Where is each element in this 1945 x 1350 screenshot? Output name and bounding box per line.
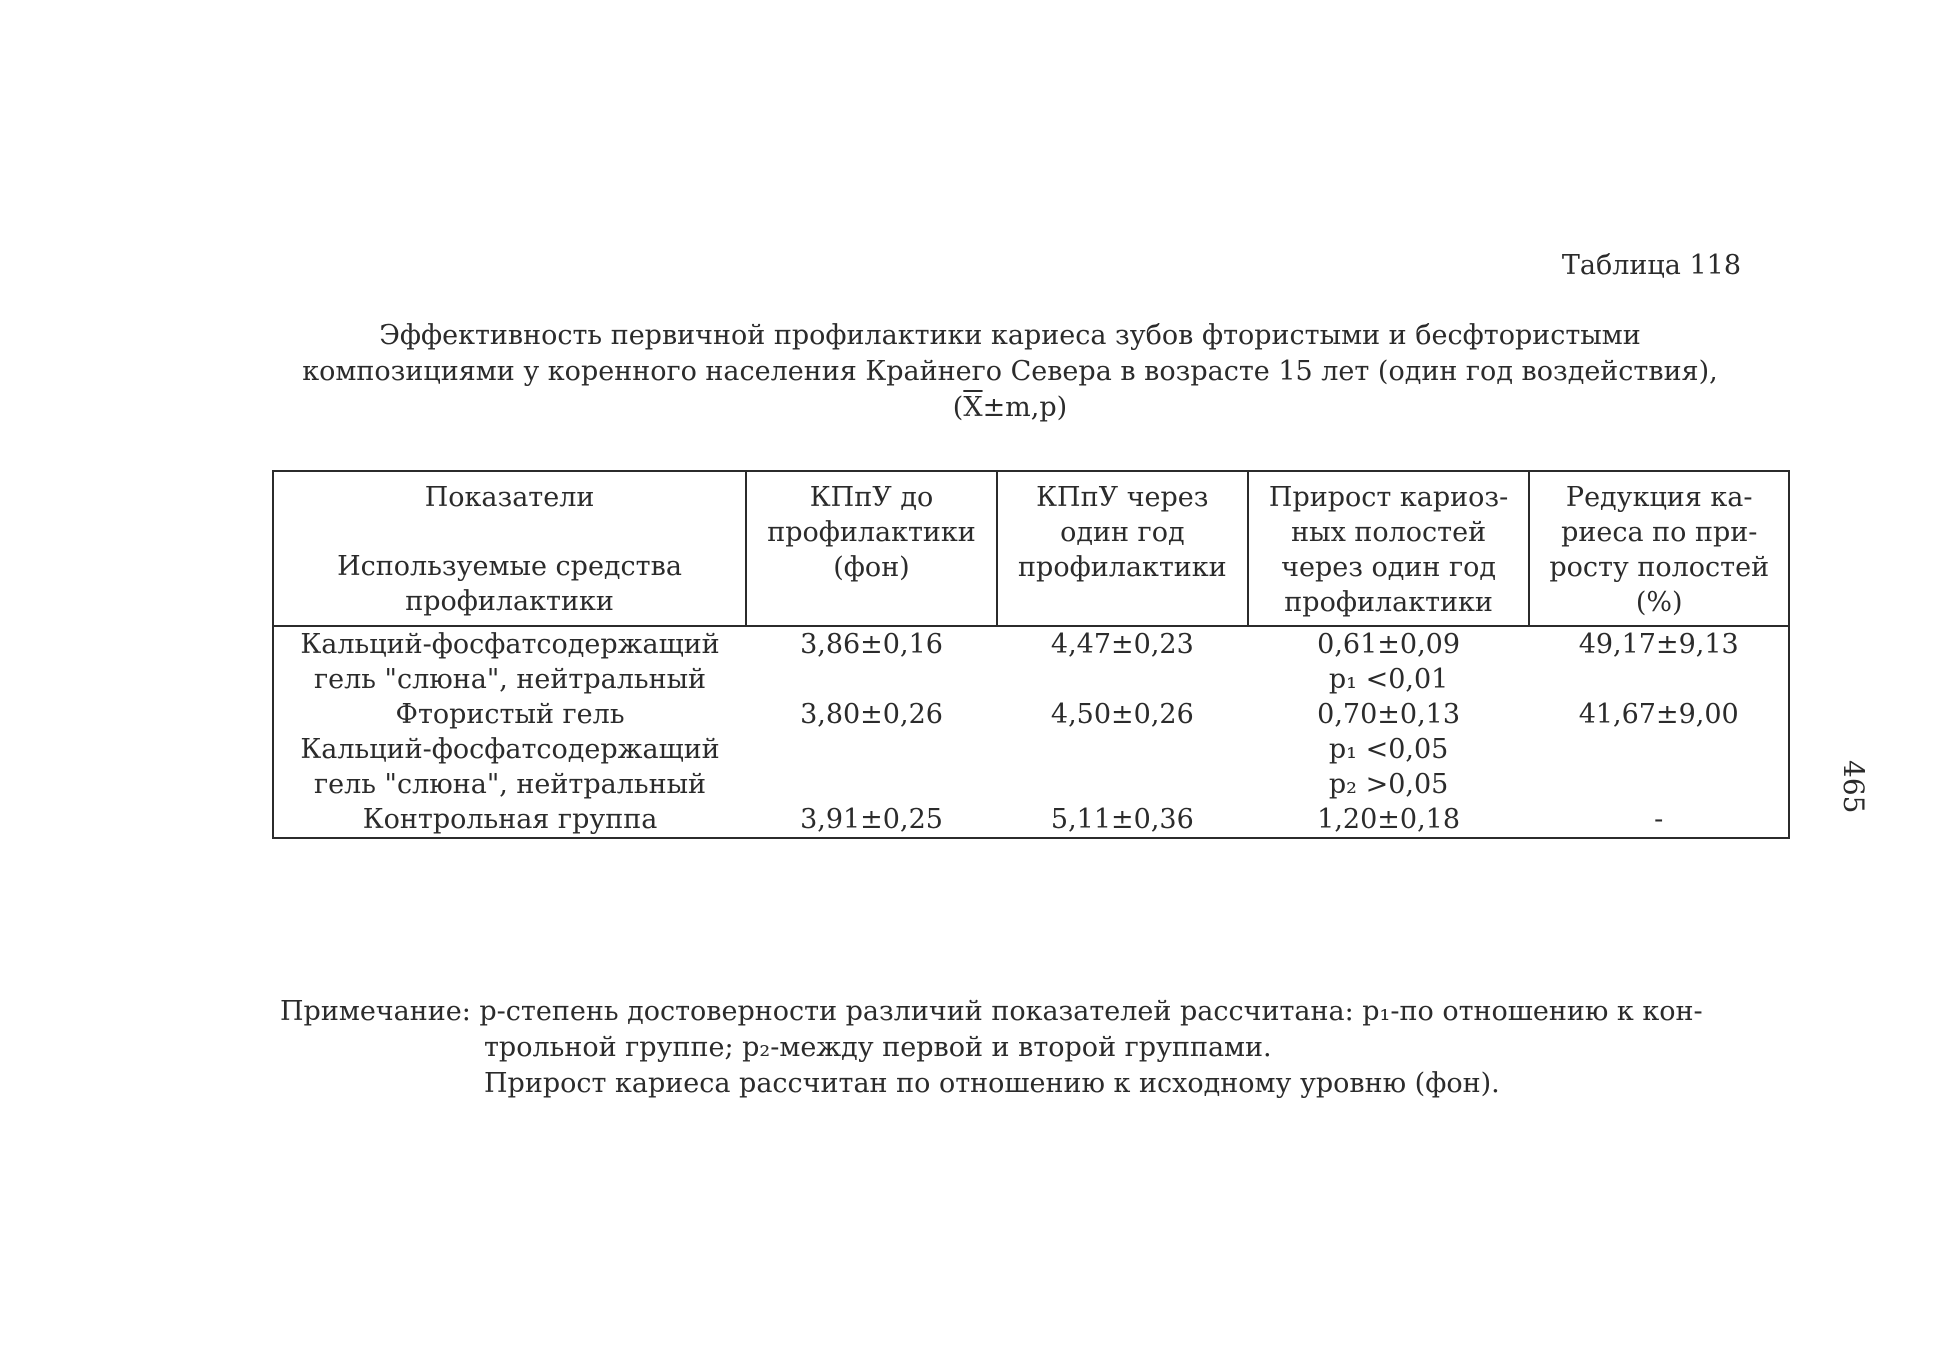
header-line: профилактики <box>767 517 976 548</box>
table-row <box>273 802 1789 838</box>
title-line-3: $(\overline{X}\pm m,p)$ <box>952 392 1068 423</box>
table-number-label: Таблица 118 <box>1561 250 1741 281</box>
header-line: ных полостей <box>1291 517 1487 548</box>
header-means-line-2: профилактики <box>405 586 614 617</box>
cell-increase <box>1248 697 1530 802</box>
row-label-line: гель "слюна", нейтральный <box>314 664 707 695</box>
page-number: 465 <box>1837 760 1870 814</box>
header-indicators-label: Показатели <box>424 482 595 513</box>
header-line: Прирост кариоз- <box>1268 482 1509 513</box>
header-line: КПпУ через <box>1036 482 1209 513</box>
cell-before: 3,80±0,26 <box>800 699 943 730</box>
note-line-3: Прирост кариеса рассчитан по отношению к исходному уровню (фон). <box>484 1068 1500 1099</box>
cell-line: 0,70±0,13 <box>1317 699 1461 730</box>
cell-reduction: 49,17±9,13 <box>1578 629 1739 660</box>
note-line-2: трольной группе; p₂-между первой и второй группами. <box>484 1032 1272 1063</box>
table-row <box>273 697 1789 802</box>
table-title <box>230 318 1790 426</box>
header-line: через один год <box>1281 552 1497 583</box>
cell-after: 5,11±0,36 <box>1050 804 1194 835</box>
header-indicators <box>273 471 746 626</box>
cell-line: p₁ <0,01 <box>1328 664 1449 695</box>
row-label <box>273 697 746 802</box>
table-header-row <box>273 471 1789 626</box>
cell-line: 1,20±0,18 <box>1317 804 1461 835</box>
row-label-line: Кальций-фосфатсодержащий <box>300 629 720 660</box>
header-line: (фон) <box>833 552 910 583</box>
header-kppu-after <box>997 471 1248 626</box>
row-label-line: Контрольная группа <box>362 804 658 835</box>
cell-line: 0,61±0,09 <box>1317 629 1461 660</box>
cell-increase <box>1248 626 1530 697</box>
row-label <box>273 802 746 838</box>
row-label-line: Кальций-фосфатсодержащий <box>300 734 720 765</box>
header-caries-increase <box>1248 471 1530 626</box>
table-row <box>273 626 1789 697</box>
header-caries-reduction <box>1529 471 1789 626</box>
note-line-1: Примечание: p-степень достоверности различий показателей рассчитана: p₁-по отношению к кон- <box>280 996 1703 1027</box>
header-line: КПпУ до <box>809 482 934 513</box>
title-line-1: Эффективность первичной профилактики кариеса зубов фтористыми и бесфтористыми <box>379 320 1641 351</box>
cell-after: 4,50±0,26 <box>1050 699 1194 730</box>
header-line: росту полостей <box>1549 552 1770 583</box>
cell-increase <box>1248 802 1530 838</box>
header-kppu-before <box>746 471 997 626</box>
row-label <box>273 626 746 697</box>
cell-before: 3,91±0,25 <box>800 804 943 835</box>
table-note <box>280 994 1790 1102</box>
cell-reduction: 41,67±9,00 <box>1578 699 1739 730</box>
header-line: Редукция ка- <box>1565 482 1753 513</box>
row-label-line: гель "слюна", нейтральный <box>314 769 707 800</box>
header-line: один год <box>1060 517 1185 548</box>
cell-reduction: - <box>1654 804 1664 835</box>
header-line: (%) <box>1635 587 1683 618</box>
header-line: риеса по при- <box>1561 517 1758 548</box>
header-means-line-1: Используемые средства <box>337 551 682 582</box>
title-line-2: композициями у коренного населения Крайнего Севера в возрасте 15 лет (один год воздействия), <box>302 356 1718 387</box>
cell-after: 4,47±0,23 <box>1050 629 1194 660</box>
data-table <box>272 470 1790 839</box>
header-line: профилактики <box>1284 587 1493 618</box>
row-label-line: Фтористый гель <box>395 699 625 730</box>
title-formula-x: $\overline{X}$ <box>963 392 983 423</box>
title-formula-rest: ±m,p) <box>982 392 1068 423</box>
header-line: профилактики <box>1018 552 1227 583</box>
cell-before: 3,86±0,16 <box>800 629 943 660</box>
cell-line: p₁ <0,05 <box>1328 734 1449 765</box>
cell-line: p₂ >0,05 <box>1328 769 1449 800</box>
